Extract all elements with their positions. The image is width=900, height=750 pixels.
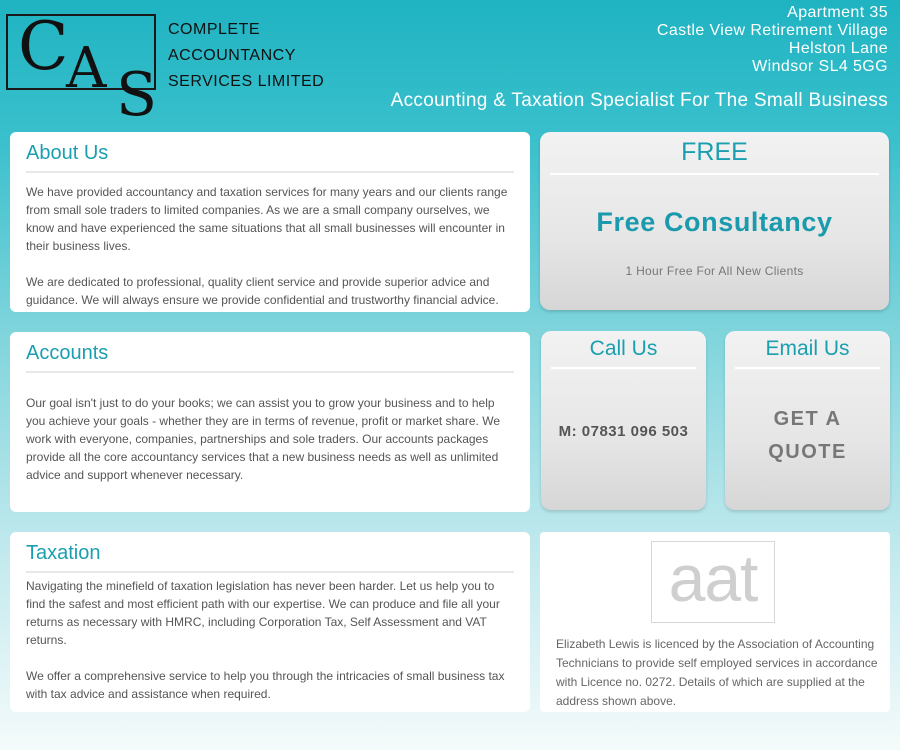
aat-logo: aat — [651, 541, 775, 623]
company-name-line: SERVICES LIMITED — [168, 73, 325, 90]
logo[interactable] — [6, 8, 158, 130]
accounts-title: Accounts — [26, 342, 514, 373]
about-title: About Us — [26, 142, 514, 173]
taxation-paragraph: Navigating the minefield of taxation legislation has never been harder. Let us help you to find the safest and most efficient path with our expertise. We can produce and file all your returns as necessary with HMRC, including Corporation Tax, Self Assessment and VAT returns. — [26, 579, 500, 647]
taxation-title: Taxation — [26, 542, 514, 573]
address-line: Helston Lane — [788, 40, 888, 57]
about-panel — [10, 132, 530, 312]
free-subtext: 1 Hour Free For All New Clients — [625, 264, 804, 278]
logo-letter-a: A — [66, 36, 107, 101]
company-name — [168, 17, 324, 95]
logo-letter-s: S — [116, 60, 158, 130]
get-a-quote-button[interactable]: GET A QUOTE — [768, 408, 847, 463]
email-us-title: Email Us — [735, 331, 880, 369]
free-title: FREE — [550, 132, 879, 175]
aat-panel — [540, 532, 890, 712]
phone-number[interactable]: M: 07831 096 503 — [558, 423, 689, 440]
email-us-panel — [725, 331, 890, 510]
free-consultancy-panel[interactable] — [540, 132, 889, 310]
about-paragraph: We have provided accountancy and taxation services for many years and our clients range from small sole traders to limited companies. As we are a small company ourselves, we know and have experienced the same situations that all small businesses will encounter in their business lives. — [26, 185, 508, 253]
taxation-panel — [10, 532, 530, 712]
call-us-title: Call Us — [551, 331, 696, 369]
accounts-text — [26, 394, 516, 484]
about-text — [26, 183, 516, 309]
address — [657, 4, 888, 76]
about-paragraph: We are dedicated to professional, quality client service and provide superior advice and guidance. We will always ensure we provide confidential and trustworthy financial advice. — [26, 275, 499, 307]
address-line: Windsor SL4 5GG — [752, 58, 888, 75]
aat-licence-text: Elizabeth Lewis is licenced by the Association of Accounting Technicians to provide self employed services in accordance with Licence no. 0272. Details of which are supplied at the address shown above. — [556, 637, 878, 708]
company-name-line: ACCOUNTANCY — [168, 47, 296, 64]
call-us-panel — [541, 331, 706, 510]
free-headline: Free Consultancy — [596, 207, 833, 237]
address-line: Castle View Retirement Village — [656, 22, 888, 39]
accounts-panel — [10, 332, 530, 512]
taxation-text — [26, 577, 516, 703]
taxation-paragraph: We offer a comprehensive service to help you through the intricacies of small business tax with tax advice and assistance when required. — [26, 669, 505, 701]
logo-letter-c: C — [18, 8, 69, 85]
accounts-paragraph: Our goal isn't just to do your books; we can assist you to grow your business and to help you achieve your goals - whether they are in terms of revenue, profit or market share. We work with everyone, companies, partnerships and sole traders. Our accounts packages provide all the core accountancy services that a new business needs as well as unlimited advice and support whenever necessary. — [26, 396, 500, 482]
address-line: Apartment 35 — [787, 4, 888, 21]
company-name-line: COMPLETE — [168, 21, 261, 38]
tagline: Accounting & Taxation Specialist For The Small Business — [390, 90, 888, 111]
